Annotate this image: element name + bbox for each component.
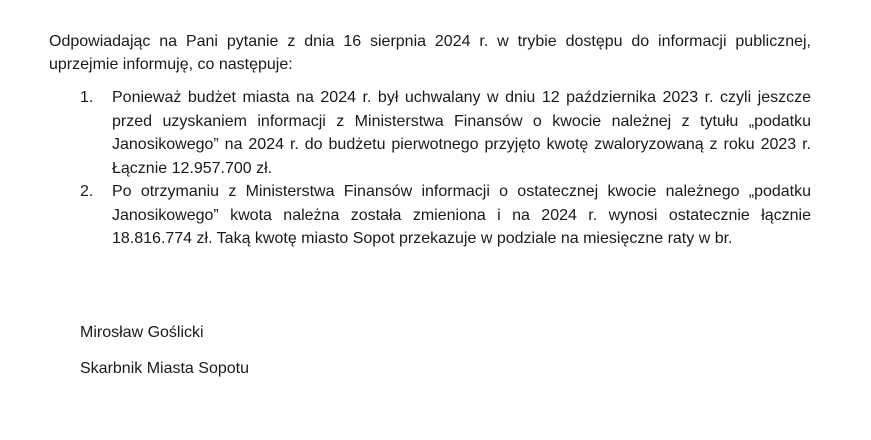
signatory-title: Skarbnik Miasta Sopotu [80,360,249,377]
list-item-text: Po otrzymaniu z Ministerstwa Finansów informacji o ostatecznej kwocie należnego „podatku Janosikowego” kwota należna została zmieniona i na 2024 r. wynosi ostatecznie łącznie 18.816.774 zł. Taką kwotę miasto Sopot przekazuje w podziale na miesięczne raty w br. [112,183,811,247]
signatory-name: Mirosław Goślicki [80,324,204,341]
list-item-text: Ponieważ budżet miasta na 2024 r. był uchwalany w dniu 12 października 2023 r. czyli jeszcze przed uzyskaniem informacji z Ministerstwa Finansów o kwocie należnej z tytułu „podatku Janosikowego” na 2024 r. do budżetu pierwotnego przyjęto kwotę zwaloryzowaną z roku 2023 r. Łącznie 12.957.700 zł. [112,89,811,177]
list-item-number: 1. [80,89,94,106]
letter-body [49,30,811,251]
list-item [49,180,811,251]
intro-paragraph: Odpowiadając na Pani pytanie z dnia 16 sierpnia 2024 r. w trybie dostępu do informacji publicznej, uprzejmie informuję, co następuje: [49,33,811,73]
list-item-number: 2. [80,183,94,200]
numbered-list [49,86,811,251]
list-item [49,86,811,180]
